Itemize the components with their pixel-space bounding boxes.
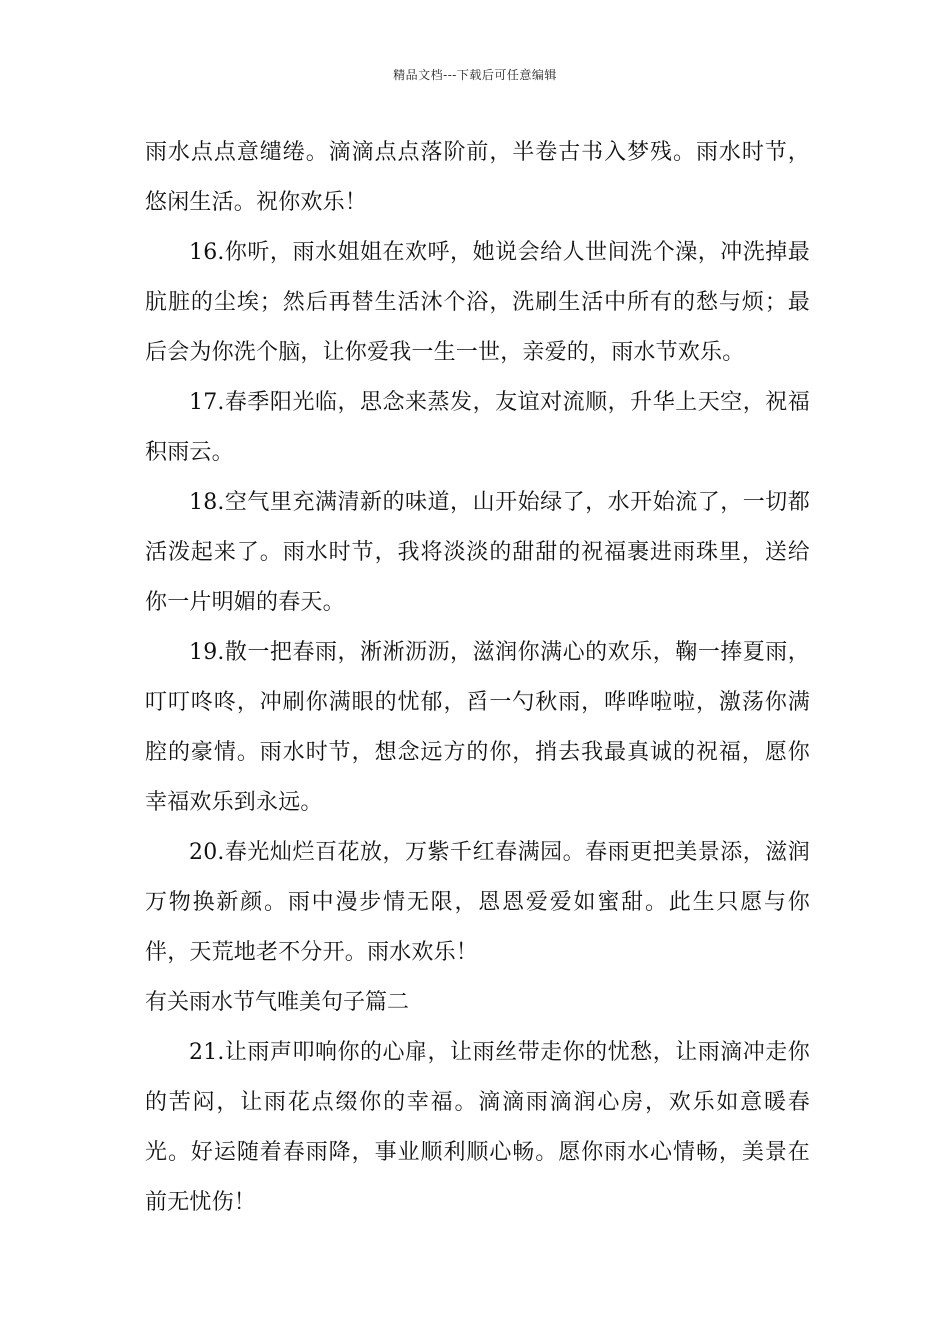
page-header: 精品文档---下载后可任意编辑	[393, 68, 557, 82]
paragraph: 18.空气里充满清新的味道，山开始绿了，水开始流了，一切都活泼起来了。雨水时节，我将淡淡的甜甜的祝福裹进雨珠里，送给你一片明媚的春天。	[145, 490, 810, 615]
document-body	[145, 128, 810, 1228]
paragraph: 17.春季阳光临，思念来蒸发，友谊对流顺，升华上天空，祝福积雨云。	[145, 390, 810, 465]
paragraph: 雨水点点意缱绻。滴滴点点落阶前，半卷古书入梦残。雨水时节，悠闲生活。祝你欢乐！	[145, 140, 810, 215]
paragraph: 21.让雨声叩响你的心扉，让雨丝带走你的忧愁，让雨滴冲走你的苦闷，让雨花点缀你的幸福。滴滴雨滴润心房，欢乐如意暖春光。好运随着春雨降，事业顺利顺心畅。愿你雨水心情畅，美景在前无忧伤！	[145, 1040, 810, 1215]
paragraph: 19.散一把春雨，淅淅沥沥，滋润你满心的欢乐，鞠一捧夏雨，叮叮咚咚，冲刷你满眼的忧郁，舀一勺秋雨，哗哗啦啦，激荡你满腔的豪情。雨水时节，想念远方的你，捎去我最真诚的祝福，愿你幸福欢乐到永远。	[145, 640, 810, 815]
paragraph: 16.你听，雨水姐姐在欢呼，她说会给人世间洗个澡，冲洗掉最肮脏的尘埃；然后再替生活沐个浴，洗刷生活中所有的愁与烦；最后会为你洗个脑，让你爱我一生一世，亲爱的，雨水节欢乐。	[145, 240, 810, 365]
paragraph: 20.春光灿烂百花放，万紫千红春满园。春雨更把美景添，滋润万物换新颜。雨中漫步情无限，恩恩爱爱如蜜甜。此生只愿与你伴，天荒地老不分开。雨水欢乐！	[145, 840, 810, 965]
section-title: 有关雨水节气唯美句子篇二	[145, 990, 410, 1015]
